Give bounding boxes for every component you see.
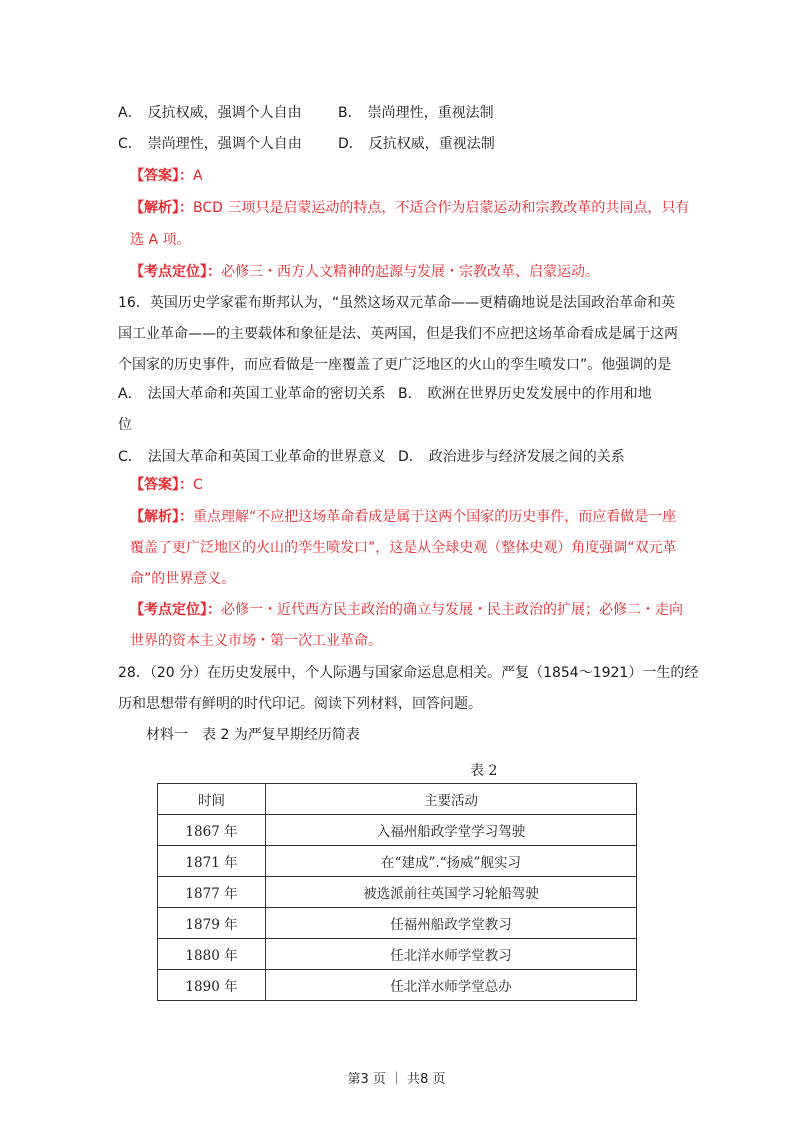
- cell-activity: 任北洋水师学堂总办: [266, 970, 637, 1001]
- cell-activity: 任北洋水师学堂教习: [266, 939, 637, 970]
- q16-analysis-cont: 命”的世界意义。: [130, 571, 236, 587]
- option-label: D．: [338, 136, 363, 152]
- table-row: [158, 970, 637, 1001]
- table-row: [158, 908, 637, 939]
- q15-option-c: [118, 134, 302, 154]
- q15-option-d: [338, 134, 495, 154]
- q16-stem-line: 16．英国历史学家霍布斯邦认为，“虽然这场双元革命——更精确地说是法国政治革命和英: [118, 295, 676, 311]
- table-row: [158, 939, 637, 970]
- q16-option-a: [118, 384, 386, 404]
- option-text: 反抗权威，强调个人自由: [147, 105, 302, 121]
- cell-year: 1877 年: [158, 877, 266, 908]
- option-text: 法国大革命和英国工业革命的世界意义: [147, 449, 386, 465]
- table-header-row: [158, 784, 637, 815]
- answer-value: C: [193, 477, 203, 493]
- q16-option-d: [398, 447, 625, 467]
- q16-answer: [130, 475, 203, 495]
- table-row: [158, 846, 637, 877]
- table-row: [158, 877, 637, 908]
- q15-answer: [130, 166, 203, 186]
- analysis-text: 重点理解“不应把这场革命看成是属于这两个国家的历史事件，而应看做是一座: [193, 509, 677, 525]
- page-footer: 第3 页 ｜ 共8 页: [347, 1072, 446, 1087]
- q16-analysis: [130, 507, 676, 527]
- option-label: C．: [118, 449, 142, 465]
- q15-kaodian: [130, 262, 599, 282]
- q16-stem-line: 国工业革命——的主要载体和象征是法、英两国，但是我们不应把这场革命看成是属于这两: [118, 326, 678, 342]
- option-text: 崇尚理性，强调个人自由: [147, 136, 302, 152]
- q28-stem-line: 28．（20 分）在历史发展中，个人际遇与国家命运息息相关。严复（1854～1921）一生的经: [118, 665, 699, 681]
- q16-stem-line: 个国家的历史事件，而应看做是一座覆盖了更广泛地区的火山的孪生喷发口”。他强调的是: [118, 357, 672, 373]
- analysis-tag: 【解析】：: [130, 200, 193, 216]
- analysis-tag: 【解析】：: [130, 509, 193, 525]
- option-text: 崇尚理性，重视法制: [367, 105, 494, 121]
- header-cell-activity: 主要活动: [266, 784, 637, 815]
- option-label: B．: [398, 386, 422, 402]
- cell-activity: 被选派前往英国学习轮船驾驶: [266, 877, 637, 908]
- cell-year: 1867 年: [158, 815, 266, 846]
- cell-year: 1871 年: [158, 846, 266, 877]
- table-row: [158, 815, 637, 846]
- q15-analysis: [130, 198, 689, 218]
- analysis-text: BCD 三项只是启蒙运动的特点，不适合作为启蒙运动和宗教改革的共同点，只有: [193, 200, 690, 216]
- cell-year: 1890 年: [158, 970, 266, 1001]
- answer-tag: 【答案】：: [130, 477, 193, 493]
- kaodian-text: 必修一・近代西方民主政治的确立与发展・民主政治的扩展；必修二・走向: [221, 602, 683, 618]
- q28-material-intro: 材料一 表 2 为严复早期经历简表: [146, 727, 360, 743]
- q16-option-b-wrap: 位: [118, 417, 132, 433]
- kaodian-tag: 【考点定位】：: [130, 602, 221, 618]
- header-cell-time: 时间: [158, 784, 266, 815]
- resume-table: [157, 783, 637, 1001]
- kaodian-tag: 【考点定位】：: [130, 264, 221, 280]
- q15-option-b: [338, 103, 494, 123]
- q16-option-b: [398, 384, 652, 404]
- q16-analysis-cont: 覆盖了更广泛地区的火山的孪生喷发口”，这是从全球史观（整体史观）角度强调“双元革: [130, 540, 677, 556]
- cell-activity: 任福州船政学堂教习: [266, 908, 637, 939]
- table-caption: 表 2: [470, 763, 498, 779]
- kaodian-text: 必修三・西方人文精神的起源与发展・宗教改革、启蒙运动。: [221, 264, 599, 280]
- option-text: 欧洲在世界历史发发展中的作用和地: [427, 386, 652, 402]
- q16-kaodian-cont: 世界的资本主义市场・第一次工业革命。: [130, 633, 382, 649]
- cell-activity: 入福州船政学堂学习驾驶: [266, 815, 637, 846]
- cell-year: 1880 年: [158, 939, 266, 970]
- q28-stem-line: 历和思想带有鲜明的时代印记。阅读下列材料，回答问题。: [118, 696, 482, 712]
- answer-value: A: [193, 168, 203, 184]
- cell-activity: 在“建成”.“扬威”舰实习: [266, 846, 637, 877]
- option-label: C．: [118, 136, 142, 152]
- option-text: 法国大革命和英国工业革命的密切关系: [147, 386, 386, 402]
- option-text: 反抗权威，重视法制: [368, 136, 495, 152]
- option-label: D．: [398, 449, 423, 465]
- cell-year: 1879 年: [158, 908, 266, 939]
- option-label: A．: [118, 105, 142, 121]
- option-label: A．: [118, 386, 142, 402]
- q16-option-c: [118, 447, 386, 467]
- q15-option-a: [118, 103, 302, 123]
- option-label: B．: [338, 105, 362, 121]
- answer-tag: 【答案】：: [130, 168, 193, 184]
- option-text: 政治进步与经济发展之间的关系: [428, 449, 625, 465]
- q16-kaodian: [130, 600, 683, 620]
- q15-analysis-cont: 选 A 项。: [130, 232, 191, 248]
